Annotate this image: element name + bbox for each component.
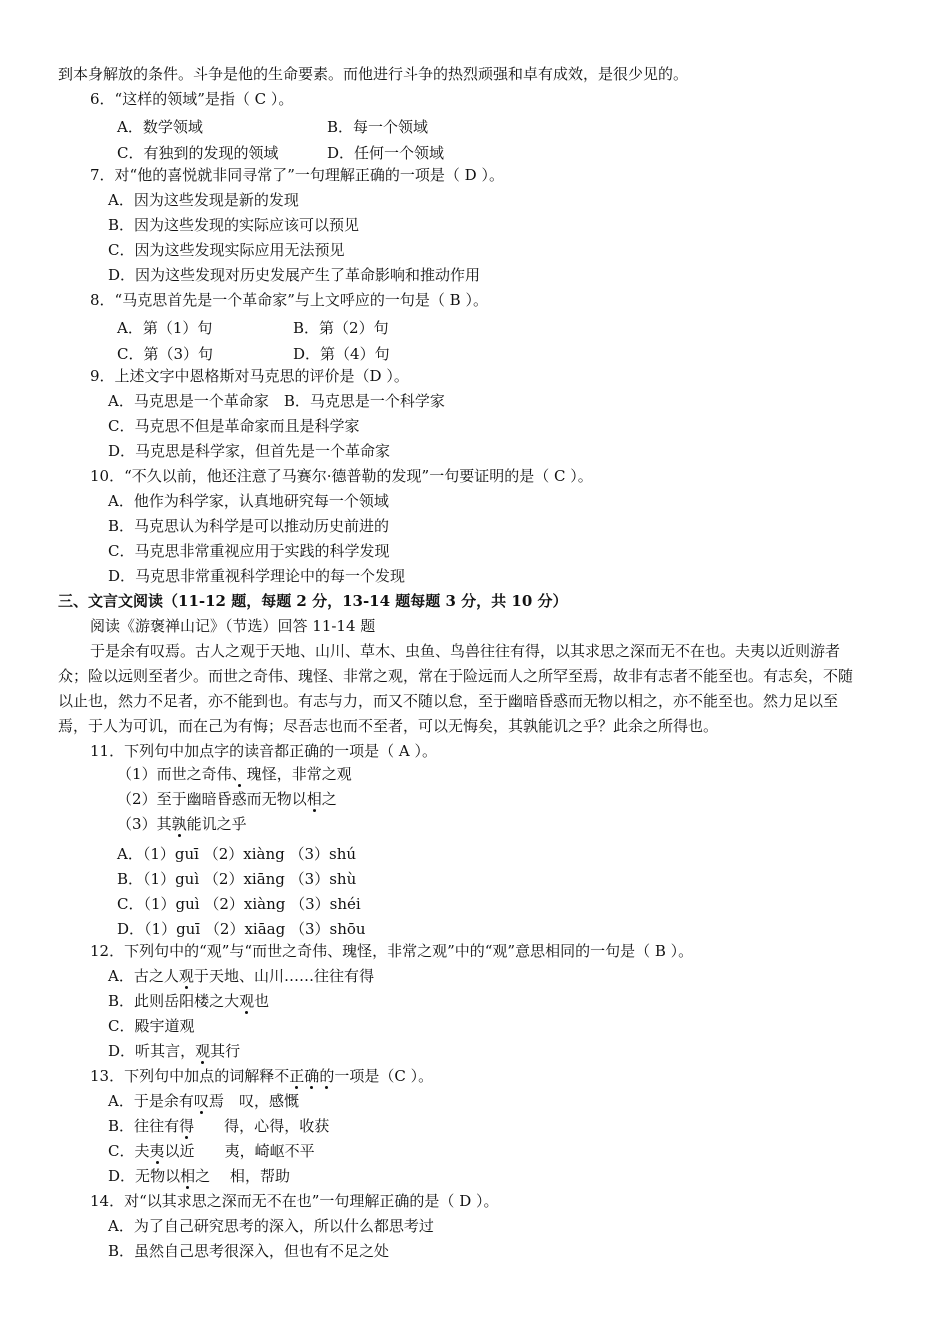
text-line: 9．上述文字中恩格斯对马克思的评价是（D ）。 xyxy=(90,367,409,385)
text-line: 8．“马克思首先是一个革命家”与上文呼应的一句是（ B ）。 xyxy=(90,291,488,309)
text-line: D．（1）guī （2）xiāag （3）shōu xyxy=(117,920,366,938)
emphasis-dot-char: 叹 xyxy=(193,1092,209,1110)
text-line: C．殿宇道观 xyxy=(108,1017,195,1035)
text-line: 众；险以远则至者少。而世之奇伟、瑰怪、非常之观，常在于险远而人之所罕至焉，故非有志者不能至也。有志矣，不随 xyxy=(58,667,854,685)
text-line: B．因为这些发现的实际应该可以预见 xyxy=(108,216,360,234)
text-line: A．他作为科学家，认真地研究每一个领域 xyxy=(108,492,389,510)
emphasis-dot-char: 相 xyxy=(306,790,322,808)
text-line: 6．“这样的领域”是指（ C ）。 xyxy=(90,90,294,108)
text-line: A．数学领域 xyxy=(117,118,203,136)
text-line: 阅读《游褒禅山记》（节选）回答 11-14 题 xyxy=(90,617,376,635)
emphasis-dot-char: 相 xyxy=(180,1167,196,1185)
text-line: 7．对“他的喜悦就非同寻常了”一句理解正确的一项是（ D ）。 xyxy=(90,166,504,184)
text-line: 以止也，然力不足者，亦不能到也。有志与力，而又不随以怠，至于幽暗昏惑而无物以相之，亦不能至也。然力足以至 xyxy=(58,692,839,710)
text-line: C．马克思非常重视应用于实践的科学发现 xyxy=(108,542,390,560)
emphasis-dot-char: 孰 xyxy=(171,815,187,833)
section-heading: 三、文言文阅读（11-12 题，每题 2 分，13-14 题每题 3 分，共 10 分） xyxy=(58,592,568,610)
text-line: C．有独到的发现的领域 xyxy=(117,144,279,162)
text-line: B．往往有得 得，心得，收获 xyxy=(108,1117,330,1135)
text-line: C．因为这些发现实际应用无法预见 xyxy=(108,241,345,259)
emphasis-dot-char: 观 xyxy=(239,992,255,1010)
text-line: 10．“不久以前，他还注意了马赛尔·德普勒的发现”一句要证明的是（ C ）。 xyxy=(90,467,593,485)
text-line: B．每一个领域 xyxy=(327,118,429,136)
text-line: C．马克思不但是革命家而且是科学家 xyxy=(108,417,360,435)
text-line: A．马克思是一个革命家 B．马克思是一个科学家 xyxy=(108,392,445,410)
emphasis-dot-char: 得 xyxy=(179,1117,195,1135)
text-line: B．马克思认为科学是可以推动历史前进的 xyxy=(108,517,390,535)
text-line: D．无物以相之 相，帮助 xyxy=(108,1167,290,1185)
text-line: A．于是余有叹焉 叹，感慨 xyxy=(108,1092,300,1110)
text-line: B．（1）guì （2）xiāng （3）shù xyxy=(117,870,357,888)
emphasis-dot-char: 观 xyxy=(195,1042,211,1060)
text-line: D．因为这些发现对历史发展产生了革命影响和推动作用 xyxy=(108,266,481,284)
text-line: （1）而世之奇伟、瑰怪，非常之观 xyxy=(117,765,352,783)
text-line: A．为了自己研究思考的深入，所以什么都思考过 xyxy=(108,1217,434,1235)
text-line: B．此则岳阳楼之大观也 xyxy=(108,992,270,1010)
text-line: 到本身解放的条件。斗争是他的生命要素。而他进行斗争的热烈顽强和卓有成效，是很少见的。 xyxy=(58,65,689,83)
text-line: 14．对“以其求思之深而无不在也”一句理解正确的是（ D ）。 xyxy=(90,1192,499,1210)
text-line: D．马克思是科学家，但首先是一个革命家 xyxy=(108,442,391,460)
text-line: 12．下列句中的“观”与“而世之奇伟、瑰怪，非常之观”中的“观”意思相同的一句是（ B ）。 xyxy=(90,942,694,960)
text-line: A．（1）guī （2）xiàng （3）shú xyxy=(117,845,357,863)
text-line: C．第（3）句 xyxy=(117,345,214,363)
text-line: D．第（4）句 xyxy=(293,345,390,363)
text-line: A．第（1）句 xyxy=(117,319,213,337)
text-line: B．第（2）句 xyxy=(293,319,389,337)
text-line: 于是余有叹焉。古人之观于天地、山川、草木、虫鱼、鸟兽往往有得，以其求思之深而无不在也。夫夷以近则游者 xyxy=(90,642,841,660)
text-line: D．马克思非常重视科学理论中的每一个发现 xyxy=(108,567,406,585)
emphasis-dot-char: 确 xyxy=(304,1067,320,1085)
emphasis-dot-char: 夷 xyxy=(149,1142,165,1160)
text-line: D．任何一个领域 xyxy=(327,144,445,162)
emphasis-dot-char: 、 xyxy=(231,765,247,783)
text-line: B．虽然自己思考很深入，但也有不足之处 xyxy=(108,1242,390,1260)
text-line: （3）其孰能讥之乎 xyxy=(117,815,247,833)
text-line: A．因为这些发现是新的发现 xyxy=(108,191,299,209)
text-line: 焉，于人为可讥，而在己为有悔；尽吾志也而不至者，可以无悔矣，其孰能讥之乎？此余之所得也。 xyxy=(58,717,719,735)
text-line: （2）至于幽暗昏惑而无物以相之 xyxy=(117,790,337,808)
text-line: C．夫夷以近 夷，崎岖不平 xyxy=(108,1142,315,1160)
text-line: 13．下列句中加点的词解释不正确的一项是（C ）。 xyxy=(90,1067,434,1085)
text-line: A．古之人观于天地、山川……往往有得 xyxy=(108,967,375,985)
emphasis-dot-char: 的 xyxy=(319,1067,335,1085)
emphasis-dot-char: 正 xyxy=(289,1067,305,1085)
emphasis-dot-char: 观 xyxy=(178,967,194,985)
text-line: C．（1）guì （2）xiàng （3）shéi xyxy=(117,895,361,913)
text-line: D．听其言，观其行 xyxy=(108,1042,241,1060)
text-line: 11．下列句中加点字的读音都正确的一项是（ A ）。 xyxy=(90,742,437,760)
